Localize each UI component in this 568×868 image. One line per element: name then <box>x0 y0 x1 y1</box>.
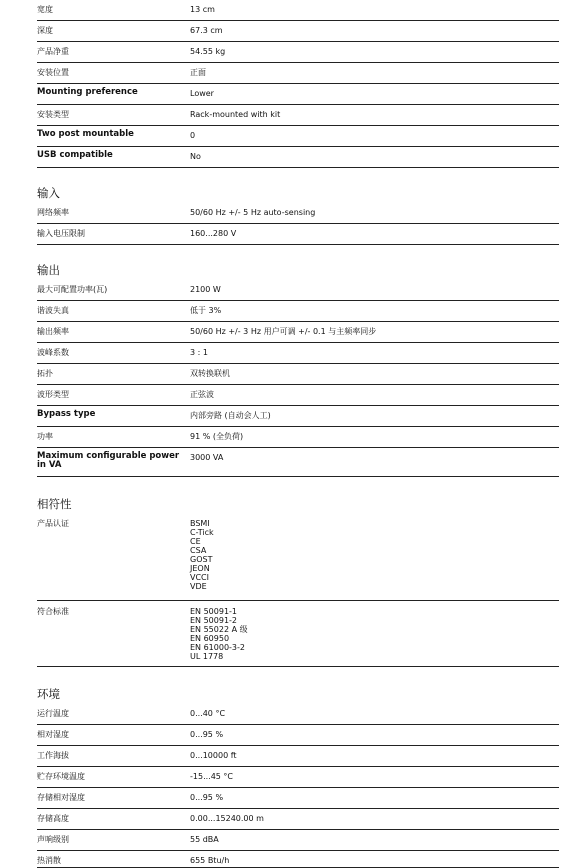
spec-value <box>190 68 550 77</box>
spec-label: 谐波失真 <box>37 306 69 315</box>
spec-label: 拓扑 <box>37 369 53 378</box>
spec-value-line: JEON <box>190 564 210 573</box>
spec-value-line: 低于 3% <box>190 306 222 315</box>
spec-row <box>37 708 559 725</box>
spec-row <box>37 368 559 385</box>
spec-value <box>190 856 550 865</box>
spec-value <box>190 453 550 462</box>
spec-label: 功率 <box>37 432 53 441</box>
spec-value <box>190 814 550 823</box>
spec-value-line: EN 60950 <box>190 634 230 643</box>
spec-value <box>190 285 550 294</box>
section-title: 输出 <box>37 263 60 277</box>
spec-label: 输入电压限制 <box>37 229 85 238</box>
spec-row <box>37 452 559 477</box>
spec-label: Bypass type <box>37 409 96 419</box>
spec-value <box>190 89 550 98</box>
spec-label: 运行温度 <box>37 709 69 718</box>
spec-row <box>37 389 559 406</box>
spec-row <box>37 151 559 168</box>
spec-value-line: EN 55022 A 级 <box>190 625 248 634</box>
spec-row <box>37 207 559 224</box>
spec-value <box>190 519 550 591</box>
spec-value-line: CSA <box>190 546 207 555</box>
spec-value-line: 0.00...15240.00 m <box>190 814 264 823</box>
spec-value <box>190 208 550 217</box>
spec-label: 网络频率 <box>37 208 69 217</box>
spec-label: 存储相对湿度 <box>37 793 85 802</box>
spec-row <box>37 88 559 105</box>
spec-row <box>37 305 559 322</box>
spec-value-line: 0...95 % <box>190 793 224 802</box>
spec-row <box>37 46 559 63</box>
spec-row <box>37 792 559 809</box>
spec-value <box>190 229 550 238</box>
spec-value-line: 13 cm <box>190 5 215 14</box>
spec-value-line: 67.3 cm <box>190 26 223 35</box>
spec-value <box>190 411 550 420</box>
spec-value <box>190 432 550 441</box>
spec-row <box>37 284 559 301</box>
spec-value-line: 3000 VA <box>190 453 224 462</box>
spec-row <box>37 25 559 42</box>
spec-value <box>190 751 550 760</box>
spec-value-line: 54.55 kg <box>190 47 226 56</box>
spec-label: Maximum configurable power in VA <box>37 451 180 470</box>
section-title: 相符性 <box>37 497 72 511</box>
spec-label: 波峰系数 <box>37 348 69 357</box>
spec-value-line: 55 dBA <box>190 835 219 844</box>
spec-value <box>190 348 550 357</box>
spec-value <box>190 607 550 661</box>
spec-value-line: CE <box>190 537 201 546</box>
spec-row <box>37 347 559 364</box>
spec-value <box>190 835 550 844</box>
spec-label: 贮存环境温度 <box>37 772 85 781</box>
spec-value <box>190 152 550 161</box>
spec-value <box>190 47 550 56</box>
spec-value <box>190 131 550 140</box>
spec-label: 工作海拔 <box>37 751 69 760</box>
spec-value-line: 3 : 1 <box>190 348 208 357</box>
spec-row <box>37 729 559 746</box>
spec-value-line: 正弦波 <box>190 390 214 399</box>
spec-label: 波形类型 <box>37 390 69 399</box>
spec-row <box>37 771 559 788</box>
spec-value-line: 0...40 °C <box>190 709 226 718</box>
spec-value <box>190 390 550 399</box>
spec-label: 热消散 <box>37 856 61 865</box>
spec-value-line: 0...10000 ft <box>190 751 237 760</box>
spec-row <box>37 431 559 448</box>
spec-value <box>190 110 550 119</box>
spec-label: 符合标准 <box>37 607 69 616</box>
spec-label: 最大可配置功率(瓦) <box>37 285 108 294</box>
spec-value-line: BSMI <box>190 519 210 528</box>
spec-value-line: UL 1778 <box>190 652 224 661</box>
spec-row <box>37 750 559 767</box>
spec-row <box>37 67 559 84</box>
spec-label: Mounting preference <box>37 87 138 97</box>
spec-value-line: 0 <box>190 131 196 140</box>
spec-label: 存储高度 <box>37 814 69 823</box>
spec-value-line: Rack-mounted with kit <box>190 110 281 119</box>
spec-label: 输出频率 <box>37 327 69 336</box>
spec-value <box>190 709 550 718</box>
spec-label: 深度 <box>37 26 53 35</box>
spec-row <box>37 4 559 21</box>
spec-value-line: GOST <box>190 555 213 564</box>
spec-row <box>37 813 559 830</box>
spec-value <box>190 369 550 378</box>
spec-value-line: 655 Btu/h <box>190 856 230 865</box>
spec-value-line: Lower <box>190 89 214 98</box>
section-title: 环境 <box>37 687 60 701</box>
spec-row <box>37 109 559 126</box>
spec-value-line: No <box>190 152 201 161</box>
spec-value-line: VDE <box>190 582 207 591</box>
spec-value-line: EN 50091-1 <box>190 607 238 616</box>
spec-label: Two post mountable <box>37 129 134 139</box>
spec-row <box>37 410 559 427</box>
spec-row <box>37 855 559 868</box>
spec-label: 安装类型 <box>37 110 69 119</box>
spec-value <box>190 5 550 14</box>
spec-value-line: 双转换联机 <box>190 369 230 378</box>
spec-label: 声响级别 <box>37 835 69 844</box>
spec-value-line: EN 50091-2 <box>190 616 238 625</box>
spec-row <box>37 326 559 343</box>
spec-row <box>37 518 559 601</box>
spec-row <box>37 130 559 147</box>
spec-label: USB compatible <box>37 150 113 160</box>
spec-value-line: 50/60 Hz +/- 3 Hz 用户可调 +/- 0.1 与主频率同步 <box>190 327 377 336</box>
spec-value-line: 160...280 V <box>190 229 237 238</box>
spec-row <box>37 228 559 245</box>
spec-value-line: 2100 W <box>190 285 221 294</box>
spec-label: 产品净重 <box>37 47 69 56</box>
spec-label: 安装位置 <box>37 68 69 77</box>
spec-value-line: 内部旁路 (自动会人工) <box>190 411 271 420</box>
spec-value-line: C-Tick <box>190 528 214 537</box>
spec-row <box>37 834 559 851</box>
spec-row <box>37 606 559 667</box>
spec-label: 宽度 <box>37 5 53 14</box>
spec-value <box>190 306 550 315</box>
spec-value-line: -15...45 °C <box>190 772 234 781</box>
spec-value <box>190 772 550 781</box>
spec-value-line: 正面 <box>190 68 206 77</box>
spec-value <box>190 730 550 739</box>
spec-label: 相对湿度 <box>37 730 69 739</box>
spec-value-line: 91 % (全负荷) <box>190 432 244 441</box>
spec-label: 产品认证 <box>37 519 69 528</box>
spec-value-line: VCCI <box>190 573 210 582</box>
spec-value <box>190 793 550 802</box>
section-title: 输入 <box>37 186 60 200</box>
spec-value-line: 50/60 Hz +/- 5 Hz auto-sensing <box>190 208 316 217</box>
spec-value <box>190 26 550 35</box>
spec-value-line: EN 61000-3-2 <box>190 643 245 652</box>
spec-value-line: 0...95 % <box>190 730 224 739</box>
spec-value <box>190 327 550 336</box>
